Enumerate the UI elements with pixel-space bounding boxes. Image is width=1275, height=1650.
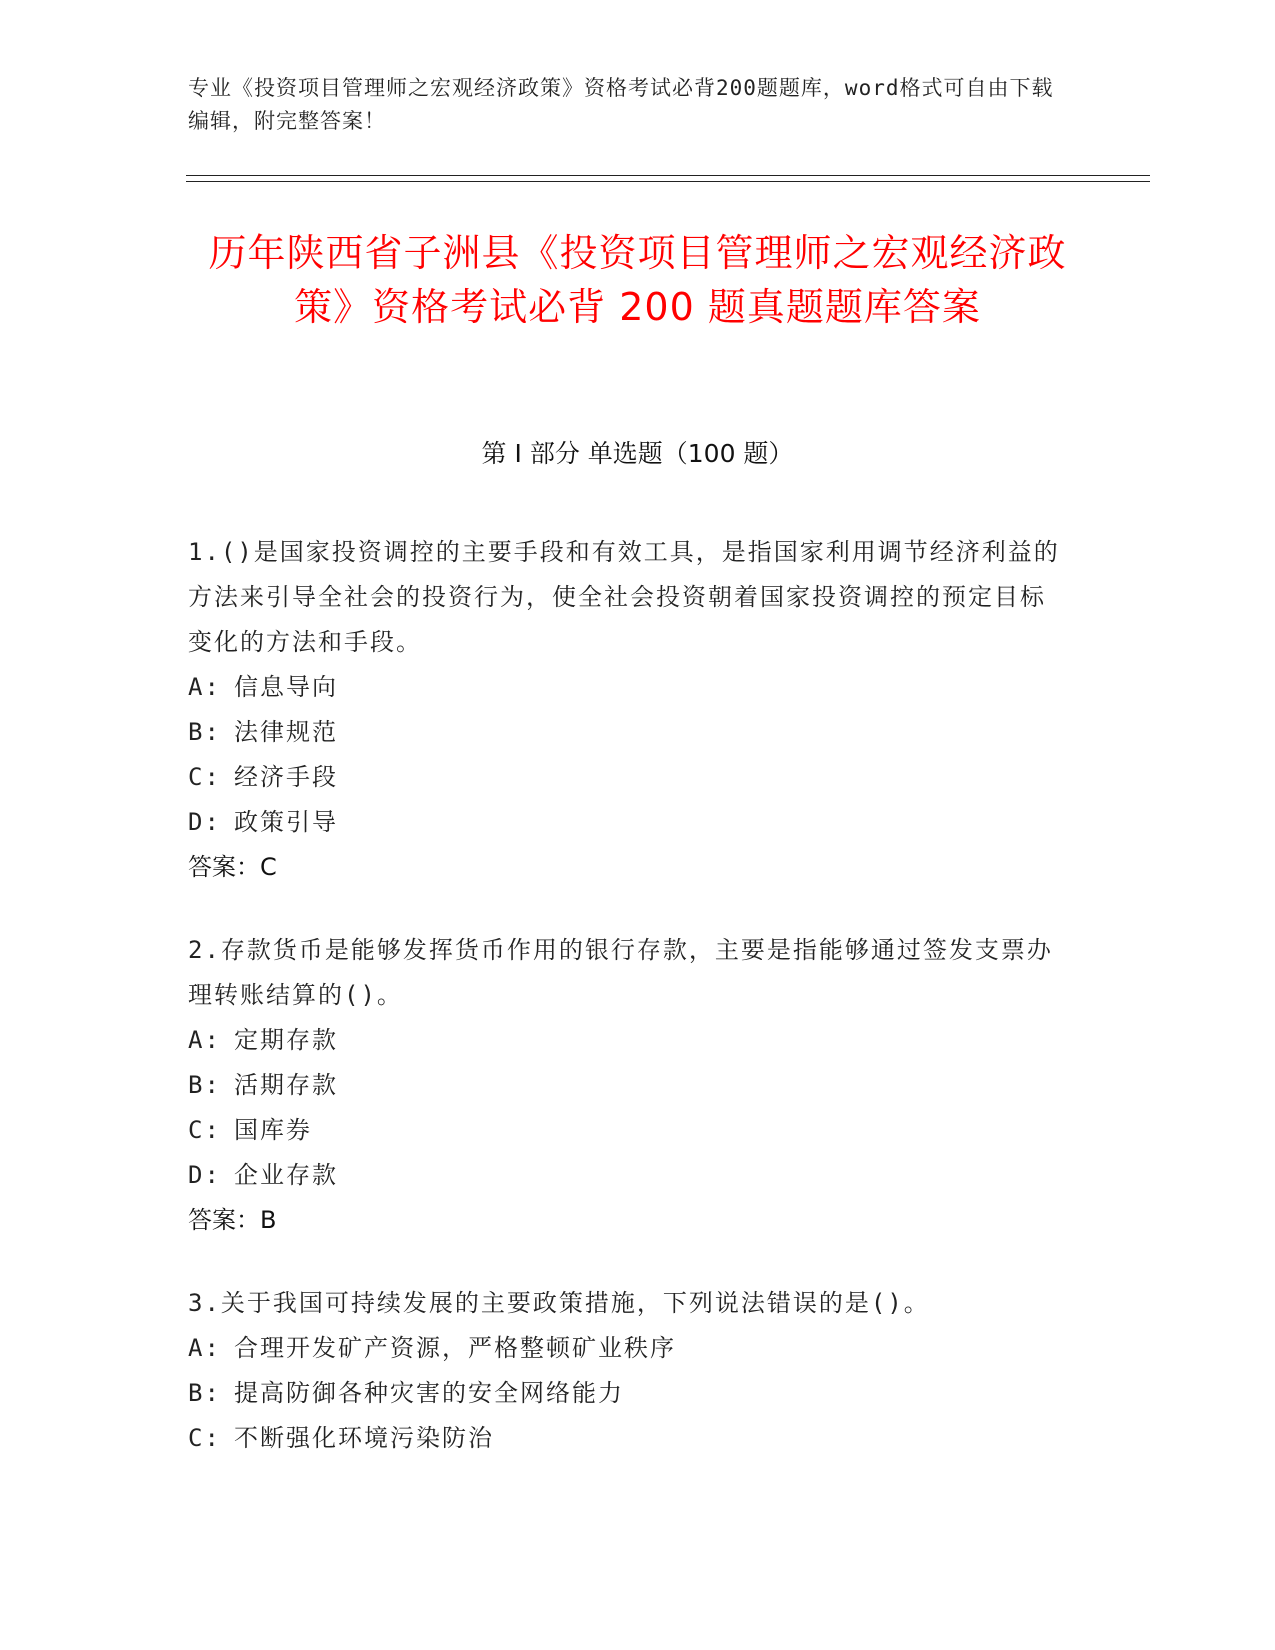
option-d	[188, 800, 1068, 845]
question-text: 1.()是国家投资调控的主要手段和有效工具，是指国家利用调节经济利益的方法来引导全社会的投资行为，使全社会投资朝着国家投资调控的预定目标变化的方法和手段。	[188, 538, 1060, 656]
option-letter: D:	[188, 1161, 221, 1189]
header-divider-top	[186, 175, 1150, 176]
question-1	[188, 530, 1068, 890]
option-c	[188, 755, 1068, 800]
answer-line: 答案：B	[188, 1206, 277, 1234]
option-letter: C:	[188, 1424, 221, 1452]
section-heading: 第 I 部分 单选题（100 题）	[481, 439, 794, 468]
option-letter: B:	[188, 1379, 221, 1407]
option-letter: C:	[188, 1116, 221, 1144]
option-text: 信息导向	[234, 673, 338, 701]
option-letter: A:	[188, 1026, 221, 1054]
option-c	[188, 1416, 1068, 1461]
option-text: 经济手段	[234, 763, 338, 791]
option-a	[188, 665, 1068, 710]
header-divider-bottom	[186, 181, 1150, 182]
option-letter: B:	[188, 718, 221, 746]
option-b	[188, 1063, 1068, 1108]
option-b	[188, 710, 1068, 755]
option-d	[188, 1153, 1068, 1198]
header-note: 专业《投资项目管理师之宏观经济政策》资格考试必背200题题库，word格式可自由下载编辑，附完整答案！	[188, 76, 1054, 133]
option-letter: D:	[188, 808, 221, 836]
option-a	[188, 1326, 1068, 1371]
option-a	[188, 1018, 1068, 1063]
option-b	[188, 1371, 1068, 1416]
option-text: 不断强化环境污染防治	[234, 1424, 494, 1452]
option-text: 合理开发矿产资源，严格整顿矿业秩序	[234, 1334, 676, 1362]
option-letter: C:	[188, 763, 221, 791]
question-2	[188, 928, 1068, 1243]
option-letter: A:	[188, 1334, 221, 1362]
option-text: 法律规范	[234, 718, 338, 746]
option-letter: A:	[188, 673, 221, 701]
option-text: 活期存款	[234, 1071, 338, 1099]
answer-line: 答案：C	[188, 853, 277, 881]
option-text: 国库券	[234, 1116, 312, 1144]
option-text: 企业存款	[234, 1161, 338, 1189]
option-text: 提高防御各种灾害的安全网络能力	[234, 1379, 624, 1407]
option-c	[188, 1108, 1068, 1153]
option-text: 政策引导	[234, 808, 338, 836]
question-text: 3.关于我国可持续发展的主要政策措施，下列说法错误的是()。	[188, 1289, 930, 1317]
option-text: 定期存款	[234, 1026, 338, 1054]
question-3	[188, 1281, 1068, 1461]
question-list	[188, 530, 1068, 1499]
question-text: 2.存款货币是能够发挥货币作用的银行存款，主要是指能够通过签发支票办理转账结算的()。	[188, 936, 1053, 1009]
document-title: 历年陕西省子洲县《投资项目管理师之宏观经济政策》资格考试必背 200 题真题题库答案	[208, 231, 1067, 329]
option-letter: B:	[188, 1071, 221, 1099]
